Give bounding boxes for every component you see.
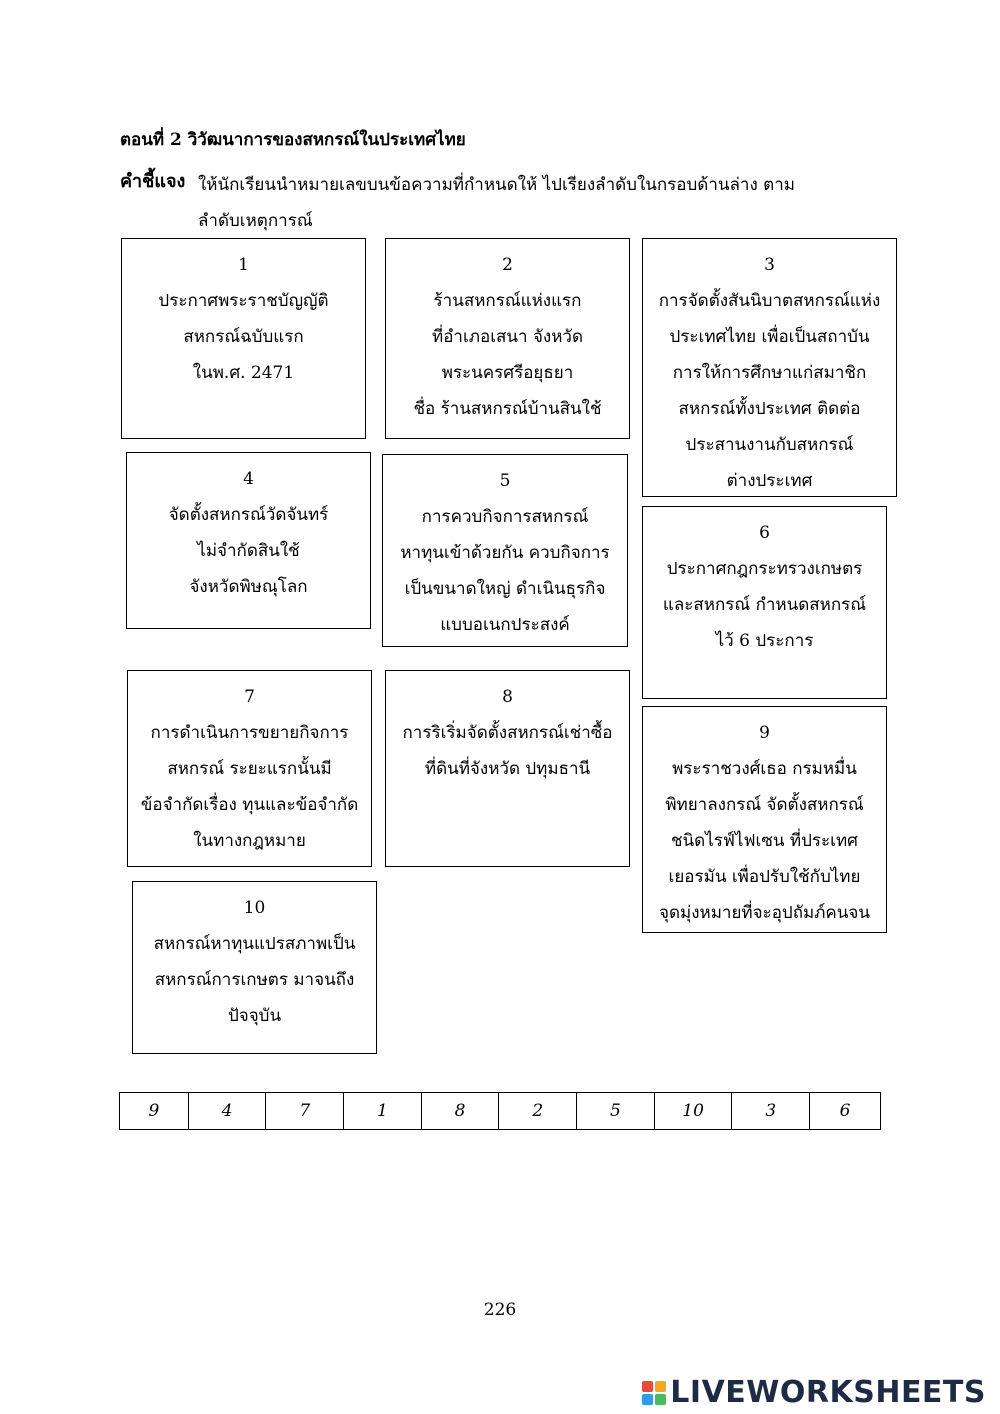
event-box-text: ข้อจำกัดเรื่อง ทุนและข้อจำกัด [140, 795, 359, 815]
event-box-text: ไม่จำกัดสินใช้ [197, 541, 300, 561]
instruction-text: ให้นักเรียนนำหมายเลขบนข้อความที่กำหนดให้ ไปเรียงลำดับในกรอบด้านล่าง ตามลำดับเหตุการณ์ [198, 175, 795, 231]
answer-cell-2[interactable]: 4 [188, 1093, 266, 1130]
event-box-text: ในพ.ศ. 2471 [192, 363, 295, 383]
event-box-number: 5 [499, 471, 511, 491]
event-box-text: จังหวัดพิษณุโลก [189, 577, 308, 597]
event-box-text: ที่ดินที่จังหวัด ปทุมธานี [424, 759, 591, 779]
answer-cell-4[interactable]: 1 [344, 1093, 422, 1130]
event-box-text: พระนครศรีอยุธยา [441, 363, 574, 383]
event-box-text: สหกรณ์ ระยะแรกนั้นมี [167, 759, 332, 779]
event-box-7[interactable] [127, 670, 372, 867]
event-box-8[interactable] [385, 670, 630, 867]
event-box-text: ประกาศกฎกระทรวงเกษตร [666, 559, 863, 579]
event-box-number: 10 [243, 898, 266, 918]
brand-grid-square [642, 1381, 653, 1392]
brand-logo[interactable] [642, 1375, 986, 1410]
event-box-text: แบบอเนกประสงค์ [440, 615, 570, 635]
brand-grid-square [642, 1394, 653, 1405]
event-box-text: ปัจจุบัน [227, 1006, 282, 1026]
event-box-text: เป็นขนาดใหญ่ ดำเนินธุรกิจ [404, 579, 606, 599]
event-box-number: 9 [759, 723, 770, 743]
event-box-text: สหกรณ์หาทุนแปรสภาพเป็น [153, 934, 356, 954]
section-title: ตอนที่ 2 วิวัฒนาการของสหกรณ์ในประเทศไทย [120, 130, 466, 150]
event-box-text: ชื่อ ร้านสหกรณ์บ้านสินใช้ [413, 399, 602, 419]
answer-cell-5[interactable]: 8 [421, 1093, 499, 1130]
answer-cell-3[interactable]: 7 [266, 1093, 344, 1130]
answer-cell-1[interactable]: 9 [120, 1093, 189, 1130]
event-box-text: การควบกิจการสหกรณ์ [421, 507, 589, 527]
event-box-text: เยอรมัน เพื่อปรับใช้กับไทย [668, 867, 861, 887]
event-box-text: ประกาศพระราชบัญญัติ [158, 291, 329, 311]
event-box-text: การริเริ่มจัดตั้งสหกรณ์เช่าซื้อ [402, 723, 613, 743]
answer-cell-8[interactable]: 10 [654, 1093, 732, 1130]
event-box-text: หาทุนเข้าด้วยกัน ควบกิจการ [400, 543, 610, 563]
event-box-number: 1 [238, 255, 249, 275]
event-box-text: สหกรณ์ฉบับแรก [183, 327, 304, 347]
event-box-1[interactable] [121, 238, 366, 439]
brand-grid-square [655, 1394, 666, 1405]
answer-cell-6[interactable]: 2 [499, 1093, 577, 1130]
answer-cell-7[interactable]: 5 [577, 1093, 655, 1130]
event-box-text: และสหกรณ์ กำหนดสหกรณ์ [662, 595, 867, 615]
event-box-text: การให้การศึกษาแก่สมาชิก [672, 363, 867, 383]
page-number: 226 [483, 1300, 517, 1320]
brand-text: LIVEWORKSHEETS [670, 1375, 986, 1410]
instruction-label: คำชี้แจง [120, 171, 186, 192]
answer-sequence-row [119, 1092, 881, 1130]
answer-cell-9[interactable]: 3 [732, 1093, 810, 1130]
event-box-10[interactable] [132, 881, 377, 1054]
brand-grid-square [655, 1381, 666, 1392]
event-box-number: 6 [759, 523, 770, 543]
event-box-text: ในทางกฎหมาย [193, 831, 306, 851]
event-box-number: 8 [502, 687, 513, 707]
event-box-2[interactable] [385, 238, 630, 439]
event-box-text: พระราชวงศ์เธอ กรมหมื่น [672, 759, 857, 779]
event-box-3[interactable] [642, 238, 897, 497]
event-box-text: ชนิดไรฟ์ไฟเซน ที่ประเทศ [671, 831, 858, 851]
event-box-text: ประสานงานกับสหกรณ์ [685, 435, 854, 455]
event-box-9[interactable] [642, 706, 887, 933]
event-box-text: ประเทศไทย เพื่อเป็นสถาบัน [669, 327, 870, 347]
event-box-text: พิทยาลงกรณ์ จัดตั้งสหกรณ์ [665, 795, 864, 815]
event-box-number: 4 [243, 469, 254, 489]
event-box-4[interactable] [126, 452, 371, 629]
answer-cell-10[interactable]: 6 [810, 1093, 881, 1130]
event-box-text: สหกรณ์การเกษตร มาจนถึง [154, 970, 355, 990]
event-box-text: การจัดตั้งสันนิบาตสหกรณ์แห่ง [658, 291, 881, 311]
event-box-text: ต่างประเทศ [726, 471, 813, 491]
event-box-text: ที่อำเภอเสนา จังหวัด [432, 327, 583, 347]
event-box-5[interactable] [382, 454, 628, 647]
event-box-text: จัดตั้งสหกรณ์วัดจันทร์ [168, 505, 329, 525]
event-box-number: 2 [502, 255, 513, 275]
event-box-6[interactable] [642, 506, 887, 699]
brand-grid-icon [642, 1381, 666, 1405]
event-box-text: จุดมุ่งหมายที่จะอุปถัมภ์คนจน [658, 903, 870, 923]
event-box-text: การดำเนินการขยายกิจการ [150, 723, 349, 743]
event-box-text: ร้านสหกรณ์แห่งแรก [433, 291, 582, 311]
event-box-number: 3 [764, 255, 775, 275]
event-box-text: สหกรณ์ทั้งประเทศ ติดต่อ [678, 399, 861, 419]
event-box-text: ไว้ 6 ประการ [715, 631, 814, 651]
event-box-number: 7 [244, 687, 255, 707]
